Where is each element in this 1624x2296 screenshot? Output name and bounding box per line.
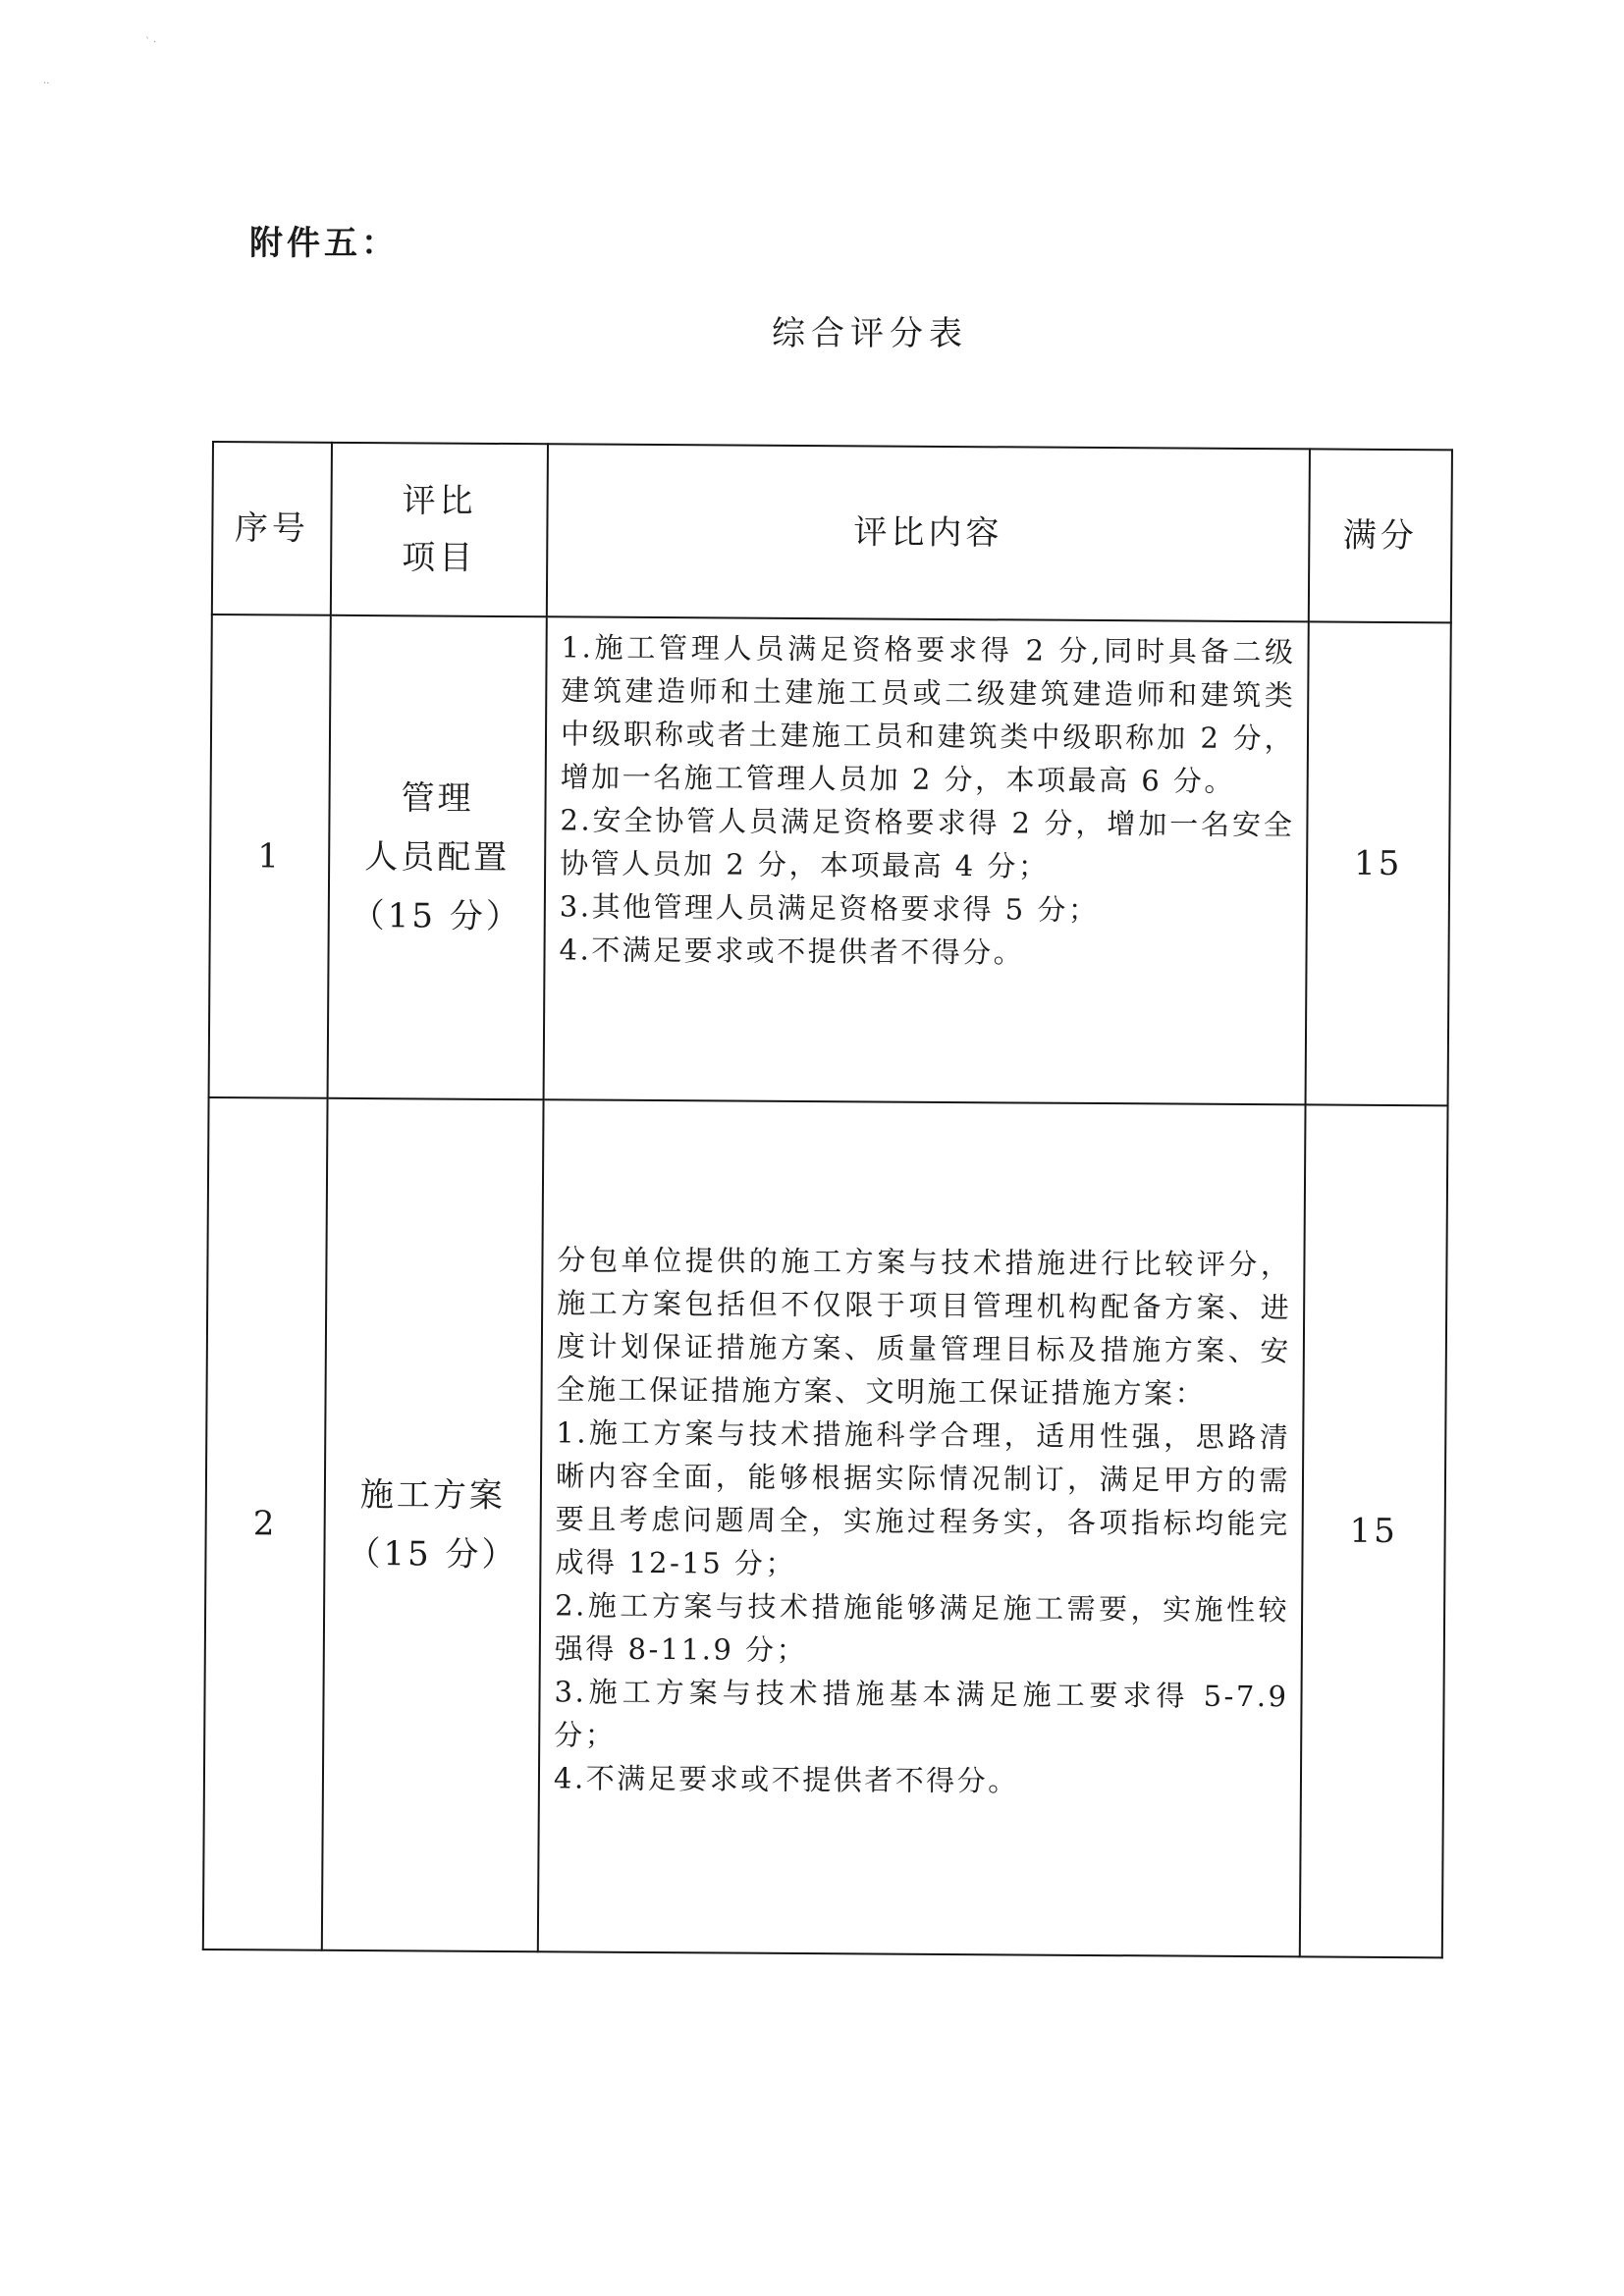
content-paragraph: 4.不满足要求或不提供者不得分。 bbox=[559, 933, 1025, 970]
table-row bbox=[209, 614, 1451, 1105]
content-paragraph: 3.施工方案与技术措施基本满足施工要求得 5-7.9 分； bbox=[554, 1675, 1289, 1752]
row-item-line: （15 分） bbox=[347, 1533, 518, 1575]
row-item-line: （15 分） bbox=[351, 895, 522, 937]
content-paragraph: 4.不满足要求或不提供者不得分。 bbox=[553, 1761, 1019, 1798]
table-row bbox=[203, 1097, 1448, 1957]
row-item bbox=[328, 615, 547, 1099]
header-item-line2: 项目 bbox=[402, 538, 477, 578]
content-paragraph: 2.安全协管人员满足资格要求得 2 分，增加一名安全协管人员加 2 分，本项最高 4 分； bbox=[560, 803, 1295, 883]
content-paragraph: 3.其他管理人员满足资格要求得 5 分； bbox=[559, 889, 1100, 928]
header-full-score: 满分 bbox=[1309, 449, 1452, 622]
header-item-line1: 评比 bbox=[402, 481, 477, 521]
header-row bbox=[212, 442, 1452, 622]
row-content bbox=[538, 1099, 1306, 1956]
row-seq: 1 bbox=[209, 614, 331, 1098]
attachment-label: 附件五： bbox=[249, 224, 399, 263]
document-title: 综合评分表 bbox=[772, 314, 968, 353]
row-item-line: 管理 bbox=[401, 778, 474, 819]
content-paragraph: 2.施工方案与技术措施能够满足施工需要，实施性较强得 8-11.9 分； bbox=[554, 1588, 1290, 1668]
row-item bbox=[322, 1098, 544, 1951]
content-paragraph: 1.施工方案与技术措施科学合理，适用性强，思路清晰内容全面，能够根据实际情况制订，满足甲方的需要且考虑问题周全，实施过程务实，各项指标均能完成得 12-15 分； bbox=[555, 1415, 1291, 1580]
row-item-line: 人员配置 bbox=[364, 837, 511, 879]
content-paragraph: 分包单位提供的施工方案与技术措施进行比较评分，施工方案包括但不仅限于项目管理机构配备方案、进度计划保证措施方案、质量管理目标及措施方案、安全施工保证措施方案、文明施工保证措施方案： bbox=[556, 1243, 1292, 1411]
header-seq: 序号 bbox=[212, 442, 332, 615]
header-item bbox=[331, 443, 548, 616]
scoring-table bbox=[202, 441, 1453, 1958]
content-paragraph: 1.施工管理人员满足资格要求得 2 分,同时具备二级建筑建造师和土建施工员或二级建筑建造师和建筑类中级职称或者土建施工员和建筑类中级职称加 2 分，增加一名施工管理人员加 2 分，本项最高 6 分。 bbox=[560, 630, 1296, 798]
scan-speck: ˋ · bbox=[145, 37, 157, 48]
row-item-line: 施工方案 bbox=[359, 1475, 507, 1517]
scan-speck: ·· bbox=[43, 79, 50, 89]
header-content: 评比内容 bbox=[547, 444, 1310, 621]
row-seq: 2 bbox=[203, 1097, 328, 1950]
row-full-score: 15 bbox=[1306, 621, 1451, 1105]
row-full-score: 15 bbox=[1300, 1104, 1448, 1957]
row-content bbox=[544, 616, 1309, 1104]
